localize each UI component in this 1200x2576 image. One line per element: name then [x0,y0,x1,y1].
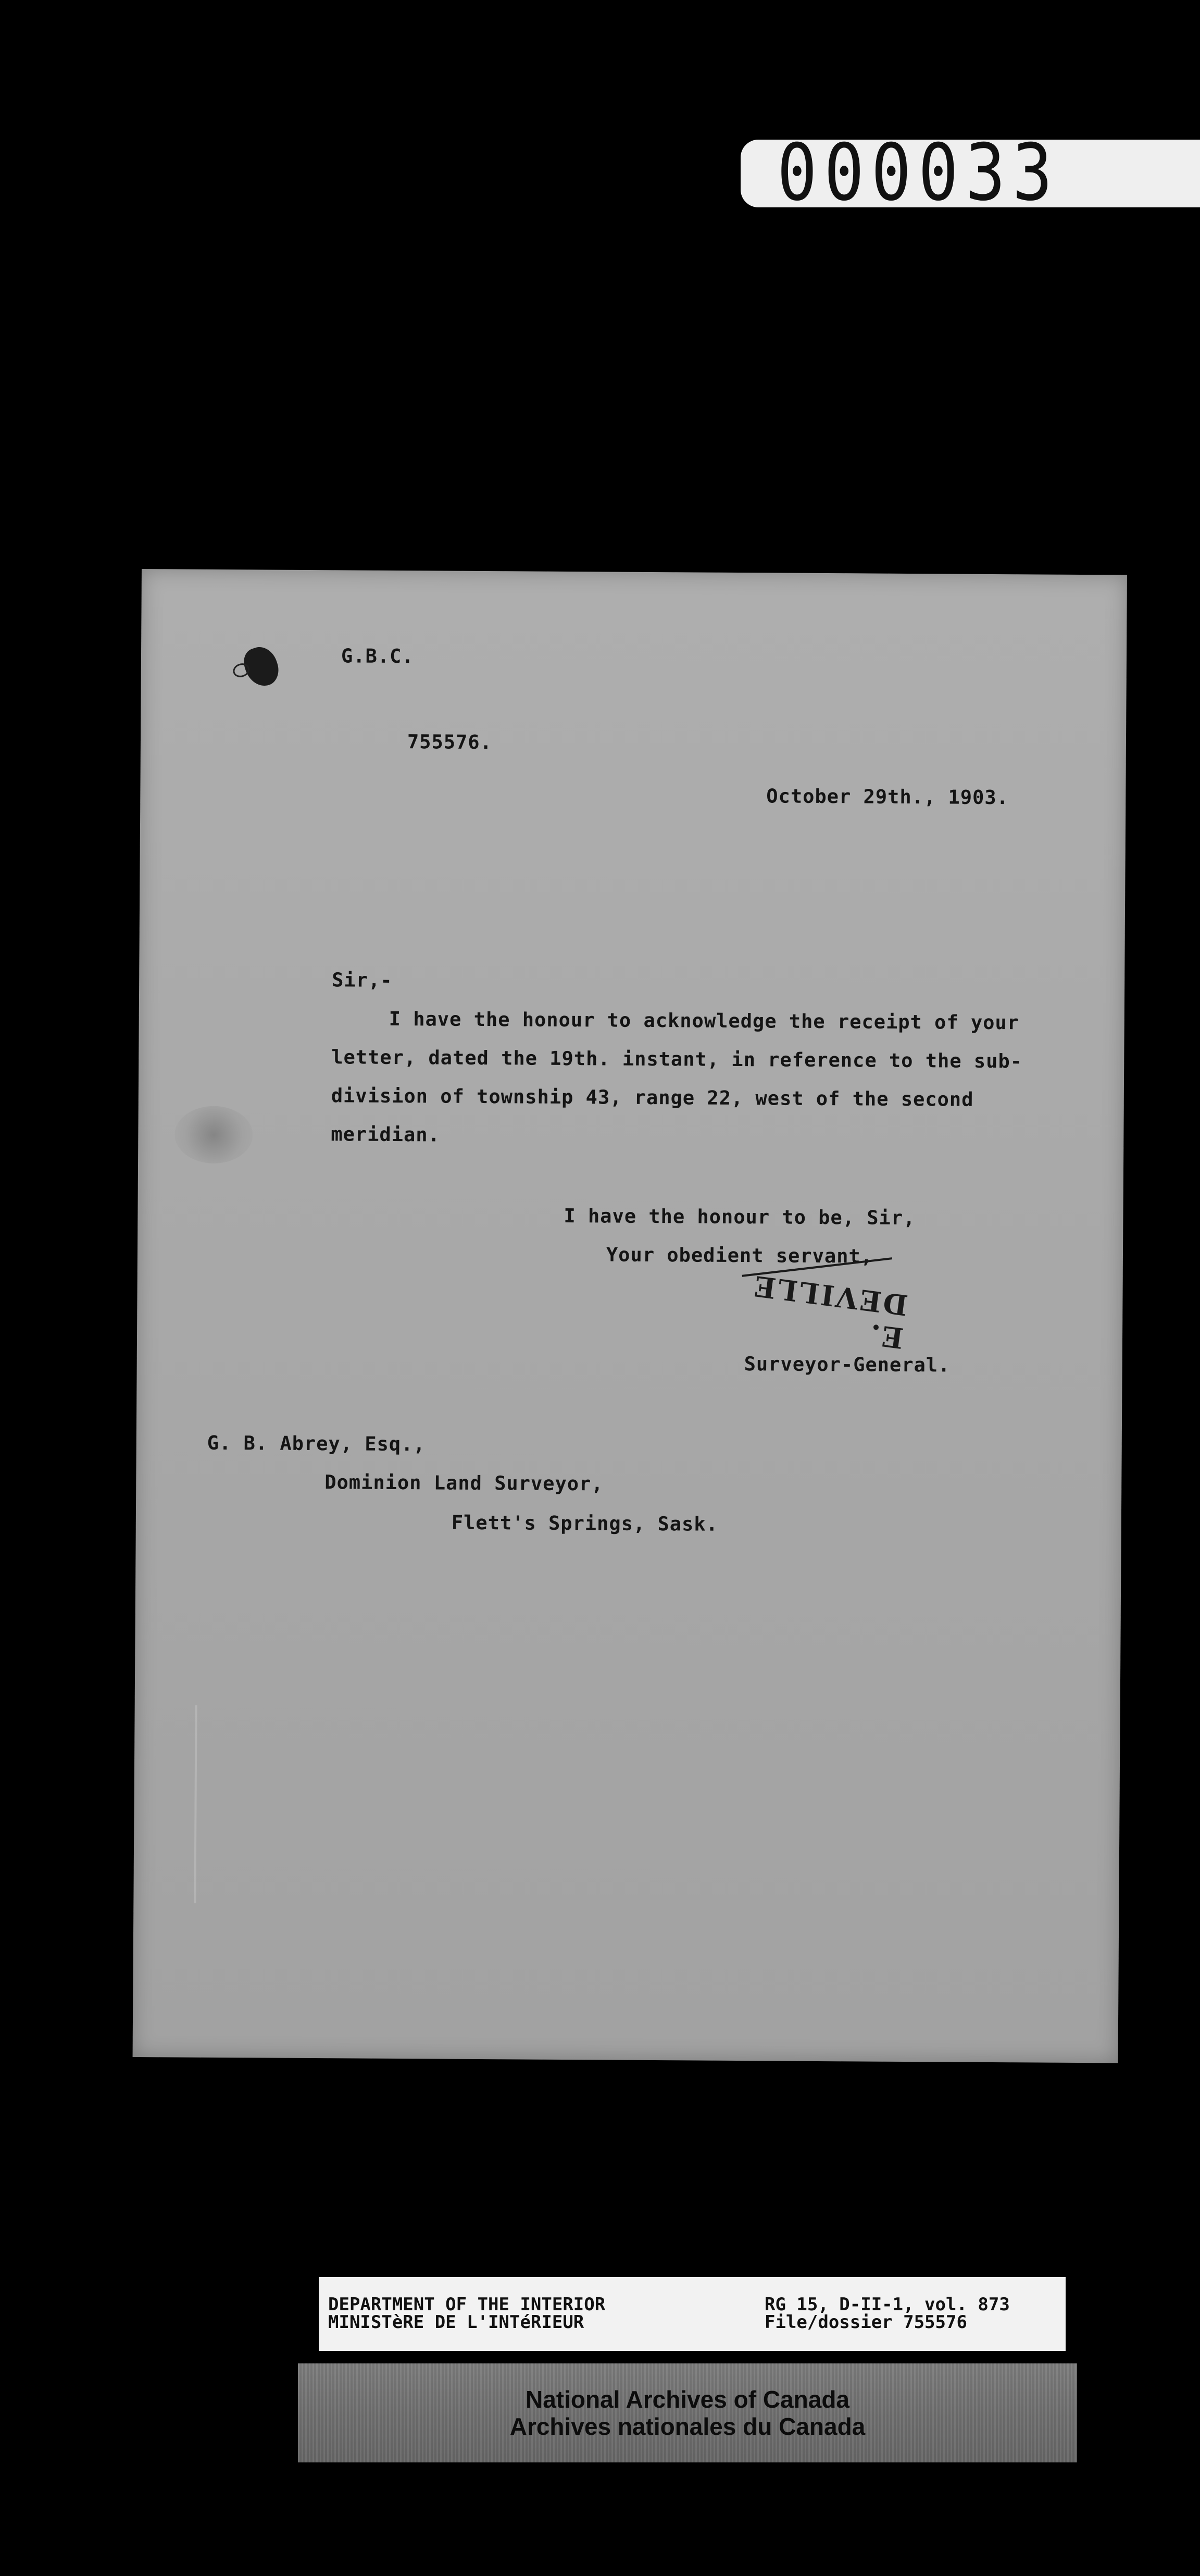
letter-closing-line: I have the honour to be, Sir, [564,1204,916,1230]
department-name-en: DEPARTMENT OF THE INTERIOR [328,2294,606,2315]
archives-name-en: National Archives of Canada [525,2386,849,2413]
letter-salutation: Sir,- [332,969,393,992]
addressee-line: Flett's Springs, Sask. [451,1511,719,1535]
paper-fold-mark [194,1705,197,1903]
signatory-title: Surveyor-General. [744,1353,951,1377]
frame-counter-number: 000033 [777,140,1060,207]
archives-name-fr: Archives nationales du Canada [509,2413,866,2440]
frame-counter-label [741,140,1200,207]
archive-reference: RG 15, D-II-1, vol. 873 [765,2294,1010,2315]
archive-metadata-label [319,2277,1066,2351]
addressee-line: G. B. Abrey, Esq., [207,1431,426,1456]
letter-body-line: division of township 43, range 22, west of the second [331,1084,974,1111]
signature-stamp [731,1260,910,1355]
paper-smudge [174,1106,253,1163]
letter-body-line: I have the honour to acknowledge the receipt of your [389,1007,1020,1034]
ink-blot-mark [240,643,283,690]
letter-body-line: letter, dated the 19th. instant, in reference to the sub- [331,1046,1023,1073]
signature-stamp-text: E. DEVILLE [750,1269,910,1355]
archive-file-number: File/dossier 755576 [765,2312,967,2333]
letter-closing-line: Your obedient servant, [606,1243,873,1268]
letter-body-line: meridian. [331,1123,440,1146]
addressee-line: Dominion Land Surveyor, [324,1471,604,1495]
letter-date: October 29th., 1903. [766,785,1009,809]
national-archives-band [298,2363,1077,2462]
letter-file-number: 755576. [407,730,493,754]
letter-sheet [133,569,1127,2063]
letter-initials: G.B.C. [341,645,414,668]
department-name-fr: MINISTèRE DE L'INTéRIEUR [328,2312,584,2333]
